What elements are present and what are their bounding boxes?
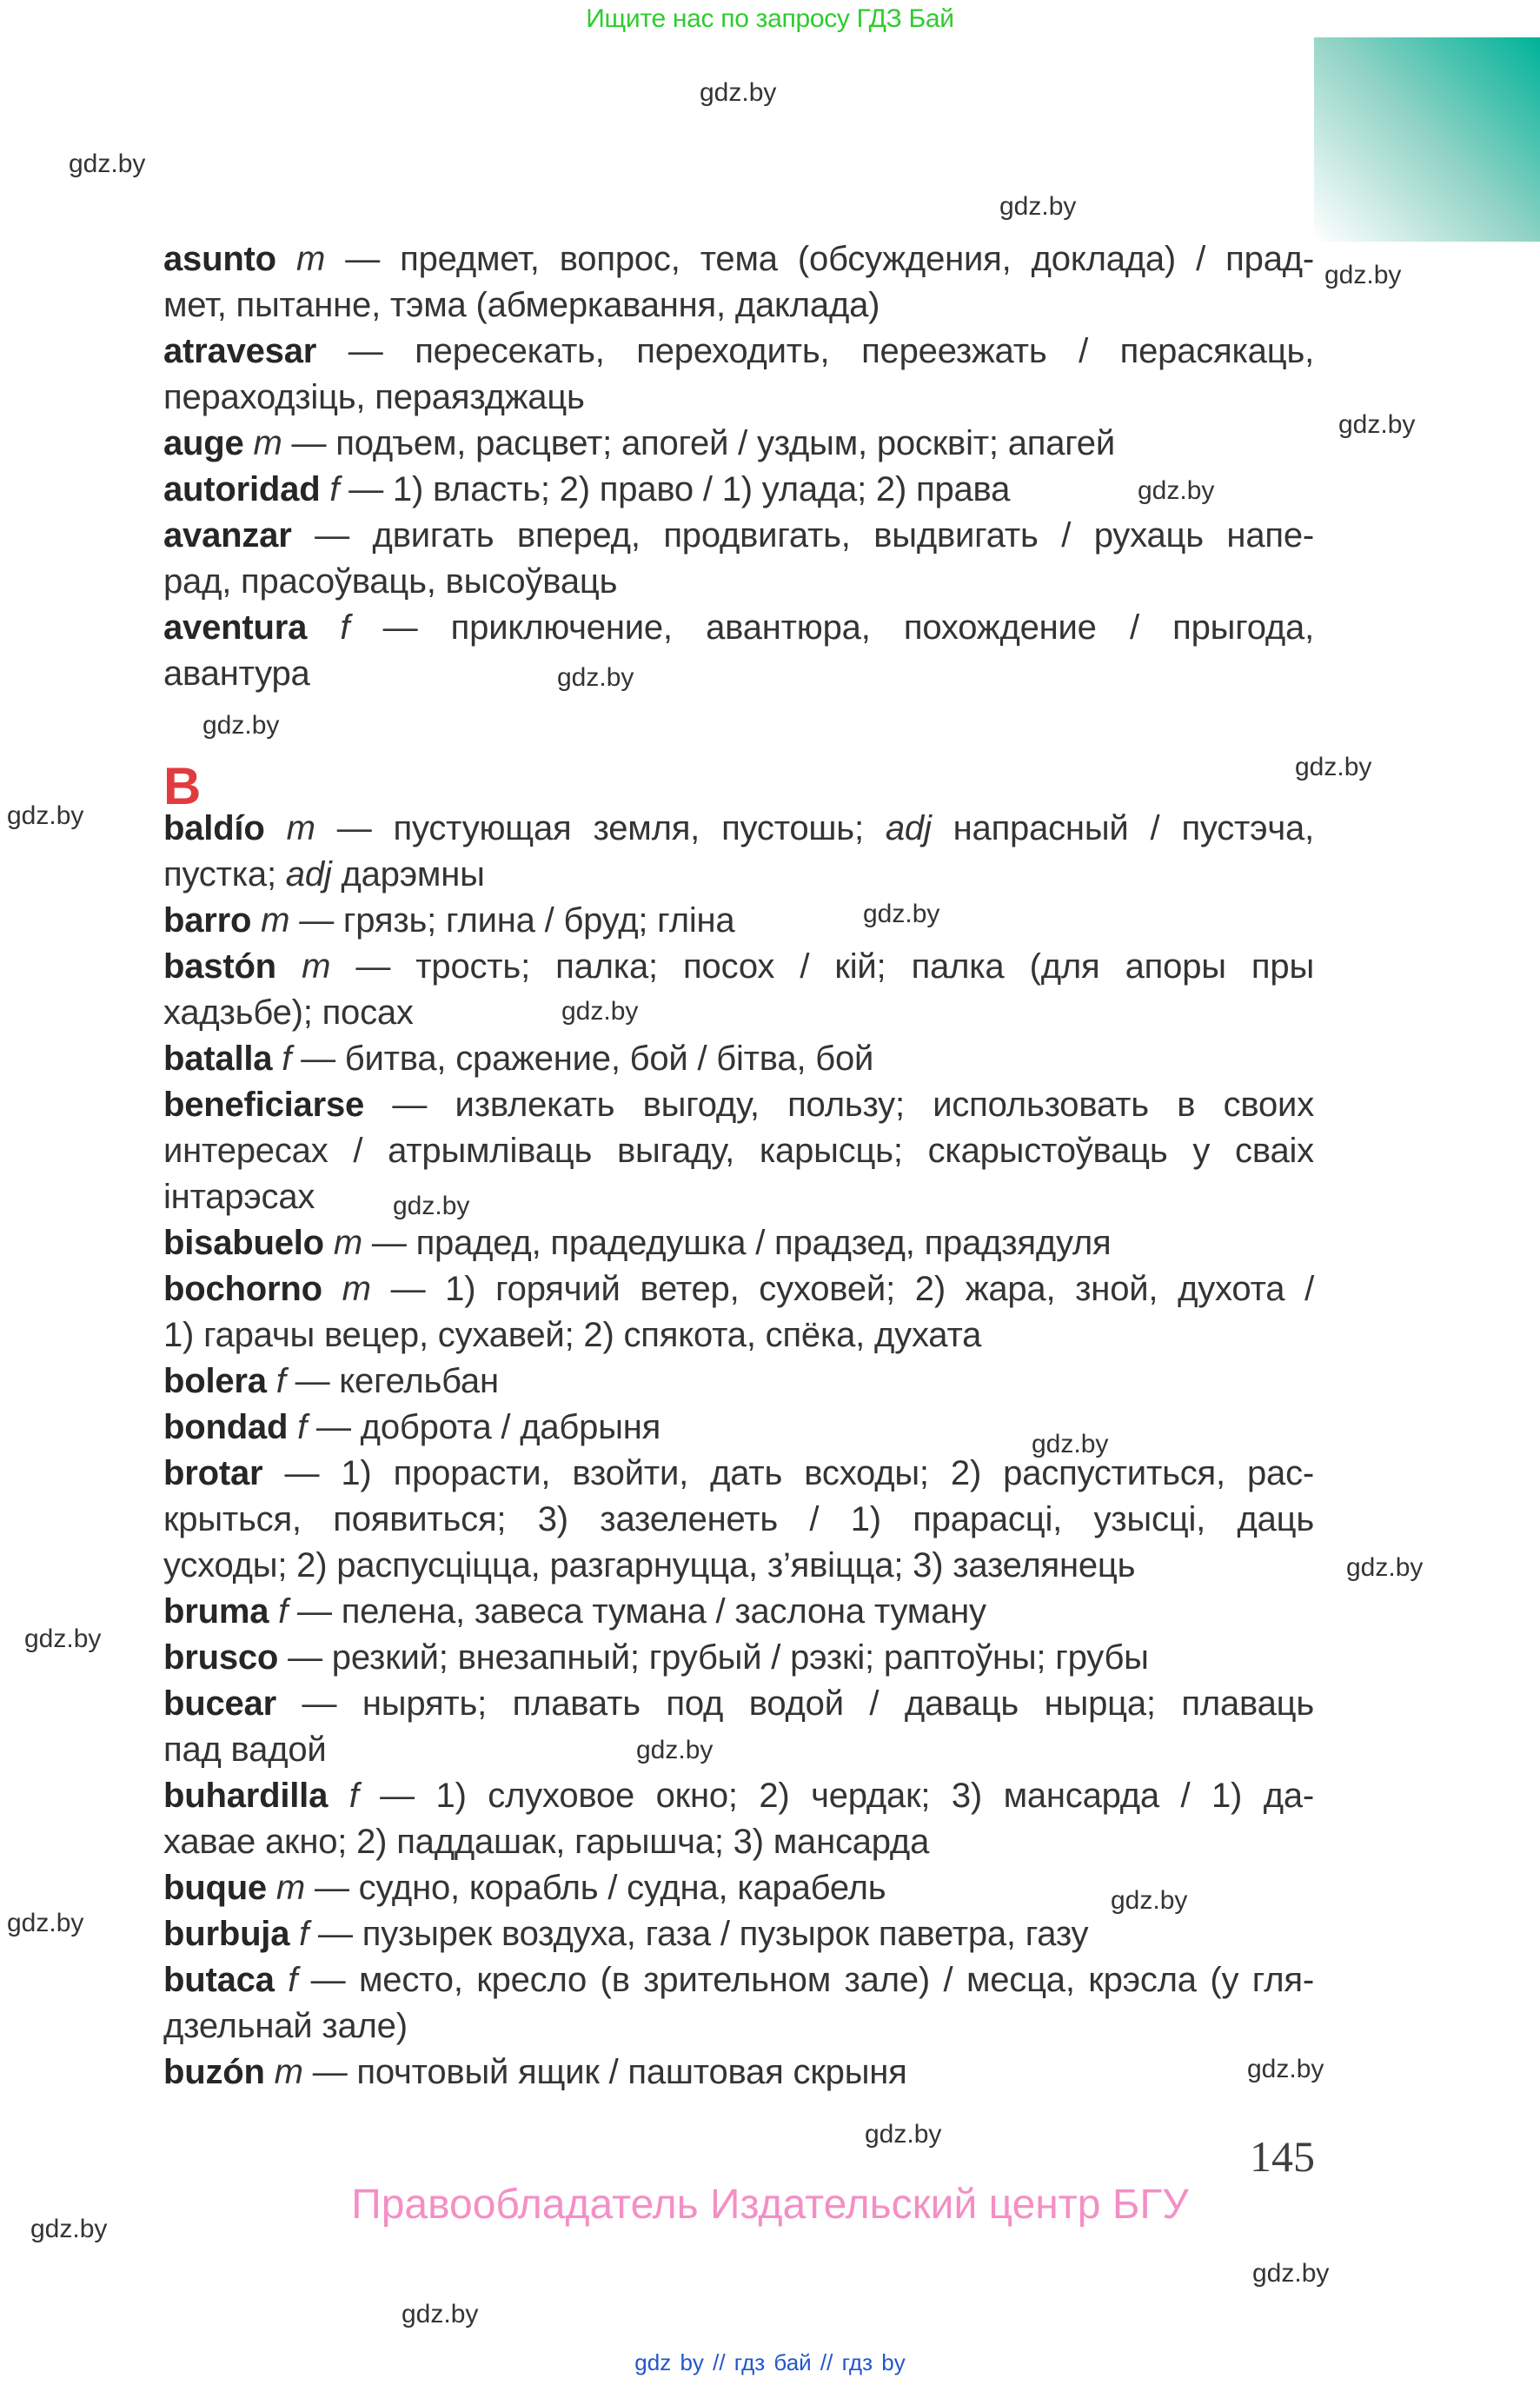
entry-line-brotar — [163, 1451, 1314, 1497]
entry-line-bondad — [163, 1405, 1314, 1451]
gdz-watermark: gdz.by — [393, 1192, 470, 1220]
translation-text: — двигать вперед, продвигать, выдвигать / рухаць напе- — [291, 516, 1314, 555]
grammar-label: m — [243, 424, 292, 462]
grammar-label: adj — [885, 809, 932, 847]
grammar-label: f — [320, 470, 349, 508]
gdz-watermark: gdz.by — [1338, 410, 1416, 439]
translation-text: — резкий; внезапный; грубый / рэзкі; раптоўны; грубы — [278, 1638, 1149, 1677]
gdz-watermark: gdz.by — [999, 192, 1077, 221]
headword: aventura — [163, 608, 308, 647]
gdz-watermark: gdz.by — [7, 1909, 84, 1937]
translation-text: — 1) власть; 2) право / 1) улада; 2) права — [348, 470, 1011, 508]
entry-line-beneficiarse — [163, 1174, 1314, 1220]
translation-text: — подъем, расцвет; апогей / уздым, росквіт; апагей — [291, 424, 1115, 462]
translation-text: — 1) слуховое окно; 2) чердак; 3) мансарда / 1) да- — [380, 1777, 1315, 1815]
headword: atravesar — [163, 332, 317, 370]
promo-banner-text: Ищите нас по запросу ГДЗ Бай — [586, 4, 954, 33]
grammar-label: f — [274, 1961, 311, 1999]
entry-line-butaca — [163, 1957, 1314, 2003]
grammar-label: m — [264, 2053, 313, 2091]
gdz-watermark: gdz.by — [1111, 1886, 1188, 1915]
entry-line-bochorno — [163, 1312, 1314, 1359]
entry-line-bruma — [163, 1589, 1314, 1635]
headword: beneficiarse — [163, 1086, 365, 1124]
entry-line-baldio — [163, 852, 1314, 898]
entry-line-bucear — [163, 1681, 1314, 1727]
grammar-label: m — [266, 1869, 315, 1907]
grammar-label: adj — [285, 855, 332, 894]
entry-line-buhardilla — [163, 1819, 1314, 1865]
translation-text: хавае акно; 2) паддашак, гарышча; 3) мансарда — [163, 1823, 930, 1861]
grammar-label: f — [266, 1362, 295, 1400]
gdz-watermark: gdz.by — [402, 2300, 479, 2329]
entry-line-buque — [163, 1865, 1314, 1911]
translation-text: — пузырек воздуха, газа / пузырок паветра, газу — [318, 1915, 1089, 1953]
entry-line-bochorno — [163, 1266, 1314, 1312]
grammar-label: f — [272, 1040, 302, 1078]
translation-text: усходы; 2) распусціцца, разгарнуцца, з’явіцца; 3) зазелянець — [163, 1546, 1136, 1584]
copyright-line: Правообладатель Издательский центр БГУ — [351, 2182, 1189, 2228]
translation-text: — судно, корабль / судна, карабель — [314, 1869, 886, 1907]
entry-line-baston — [163, 944, 1314, 990]
gdz-watermark: gdz.by — [700, 78, 777, 107]
headword: bucear — [163, 1684, 276, 1723]
entry-line-avanzar — [163, 513, 1314, 559]
gdz-watermark: gdz.by — [69, 149, 146, 178]
headword: butaca — [163, 1961, 275, 1999]
gdz-watermark: gdz.by — [30, 2215, 108, 2243]
headword: brotar — [163, 1454, 263, 1492]
gdz-watermark: gdz.by — [24, 1624, 102, 1653]
grammar-label: f — [288, 1408, 316, 1446]
headword: bisabuelo — [163, 1224, 324, 1262]
headword: buhardilla — [163, 1777, 329, 1815]
grammar-label: m — [323, 1224, 372, 1262]
footer-links: gdz by // гдз бай // гдз by — [634, 2349, 906, 2375]
grammar-label: m — [275, 947, 356, 986]
gdz-watermark: gdz.by — [202, 711, 280, 740]
entry-line-asunto — [163, 282, 1314, 329]
translation-text: — грязь; глина / бруд; гліна — [299, 901, 735, 940]
entry-line-burbuja — [163, 1911, 1314, 1957]
gdz-watermark: gdz.by — [1346, 1553, 1424, 1582]
grammar-label: m — [251, 901, 300, 940]
translation-text: крыться, появиться; 3) зазеленеть / 1) прарасці, узысці, даць — [163, 1500, 1314, 1538]
translation-text: дзельнай зале) — [163, 2007, 408, 2045]
translation-text: пераходзіць, пераязджаць — [163, 378, 585, 416]
grammar-label: f — [307, 608, 383, 647]
entry-line-brusco — [163, 1635, 1314, 1681]
translation-text: пад вадой — [163, 1731, 327, 1769]
translation-text: авантура — [163, 654, 310, 693]
headword: bolera — [163, 1362, 267, 1400]
entry-line-atravesar — [163, 329, 1314, 375]
grammar-label: f — [328, 1777, 381, 1815]
headword: auge — [163, 424, 244, 462]
headword: buque — [163, 1869, 267, 1907]
gdz-watermark: gdz.by — [1138, 476, 1215, 505]
translation-text: — пелена, завеса тумана / заслона туману — [297, 1592, 986, 1631]
headword: brusco — [163, 1638, 279, 1677]
translation-text: рад, прасоўваць, высоўваць — [163, 562, 618, 601]
entry-line-buzon — [163, 2050, 1314, 2096]
entry-line-buhardilla — [163, 1773, 1314, 1819]
translation-text: — извлекать выгоду, пользу; использовать в своих — [364, 1086, 1314, 1124]
translation-text: — пустующая земля, пустошь; — [336, 809, 886, 847]
section-header-b: B — [163, 757, 202, 815]
translation-text: напрасный / пустэча, — [931, 809, 1314, 847]
entry-line-batalla — [163, 1036, 1314, 1082]
translation-text: — трость; палка; посох / кій; палка (для апоры пры — [355, 947, 1314, 986]
entry-line-beneficiarse — [163, 1128, 1314, 1174]
grammar-label: m — [264, 809, 337, 847]
entry-line-autoridad — [163, 467, 1314, 513]
headword: bastón — [163, 947, 276, 986]
grammar-label: f — [269, 1592, 297, 1631]
translation-text: — битва, сражение, бой / бітва, бой — [301, 1040, 874, 1078]
translation-text: пустка; — [163, 855, 286, 894]
headword: avanzar — [163, 516, 292, 555]
grammar-label: f — [289, 1915, 319, 1953]
dictionary-content — [163, 236, 1314, 2096]
translation-text: — 1) горячий ветер, суховей; 2) жара, зной, духота / — [390, 1270, 1314, 1308]
entry-line-brotar — [163, 1497, 1314, 1543]
headword: batalla — [163, 1040, 273, 1078]
translation-text: — кегельбан — [295, 1362, 499, 1400]
entry-line-beneficiarse — [163, 1082, 1314, 1128]
headword: bruma — [163, 1592, 269, 1631]
entry-line-bucear — [163, 1727, 1314, 1773]
grammar-label: m — [322, 1270, 391, 1308]
translation-text: — почтовый ящик / паштовая скрыня — [312, 2053, 907, 2091]
entry-line-butaca — [163, 2003, 1314, 2050]
entry-line-atravesar — [163, 375, 1314, 421]
translation-text: — приключение, авантюра, похождение / прыгода, — [382, 608, 1314, 647]
gdz-watermark: gdz.by — [1324, 261, 1402, 289]
headword: burbuja — [163, 1915, 290, 1953]
grammar-label: m — [275, 240, 346, 278]
gdz-watermark: gdz.by — [1295, 753, 1372, 781]
headword: autoridad — [163, 470, 321, 508]
headword: asunto — [163, 240, 276, 278]
translation-text: інтарэсах — [163, 1178, 315, 1216]
translation-text: интересах / атрымліваць выгаду, карысць; скарыстоўваць у сваіх — [163, 1132, 1314, 1170]
entry-line-avanzar — [163, 559, 1314, 605]
headword: bondad — [163, 1408, 289, 1446]
translation-text: — прадед, прадедушка / прадзед, прадзядуля — [371, 1224, 1112, 1262]
translation-text: — доброта / дабрыня — [315, 1408, 661, 1446]
headword: baldío — [163, 809, 265, 847]
entry-line-baldio — [163, 806, 1314, 852]
corner-gradient-decoration — [1314, 37, 1540, 242]
translation-text: дарэмны — [331, 855, 485, 894]
translation-text: 1) гарачы вецер, сухавей; 2) спякота, спёка, духата — [163, 1316, 982, 1354]
gdz-watermark: gdz.by — [1252, 2259, 1330, 2288]
headword: bochorno — [163, 1270, 322, 1308]
gdz-watermark: gdz.by — [561, 997, 639, 1026]
entry-line-aventura — [163, 651, 1314, 697]
gdz-watermark: gdz.by — [636, 1736, 714, 1764]
entry-line-barro — [163, 898, 1314, 944]
headword: barro — [163, 901, 252, 940]
entry-line-asunto — [163, 236, 1314, 282]
gdz-watermark: gdz.by — [863, 900, 940, 928]
translation-text: — предмет, вопрос, тема (обсуждения, доклада) / прад- — [345, 240, 1314, 278]
gdz-watermark: gdz.by — [865, 2120, 942, 2149]
translation-text: мет, пытанне, тэма (абмеркавання, даклада) — [163, 286, 880, 324]
entry-line-auge — [163, 421, 1314, 467]
translation-text: — 1) прорасти, взойти, дать всходы; 2) распуститься, рас- — [262, 1454, 1314, 1492]
entry-line-bolera — [163, 1359, 1314, 1405]
page-number: 145 — [1250, 2132, 1315, 2181]
entry-line-baston — [163, 990, 1314, 1036]
entry-line-aventura — [163, 605, 1314, 651]
gdz-watermark: gdz.by — [1247, 2055, 1324, 2083]
entry-line-bisabuelo — [163, 1220, 1314, 1266]
translation-text: — пересекать, переходить, переезжать / перасякаць, — [316, 332, 1314, 370]
headword: buzón — [163, 2053, 265, 2091]
gdz-watermark: gdz.by — [557, 663, 634, 692]
gdz-watermark: gdz.by — [1032, 1430, 1109, 1458]
entry-line-brotar — [163, 1543, 1314, 1589]
gdz-watermark: gdz.by — [7, 801, 84, 830]
translation-text: хадзьбе); посах — [163, 993, 414, 1032]
translation-text: — нырять; плавать под водой / даваць нырца; плаваць — [275, 1684, 1314, 1723]
translation-text: — место, кресло (в зрительном зале) / месца, крэсла (у гля- — [310, 1961, 1314, 1999]
